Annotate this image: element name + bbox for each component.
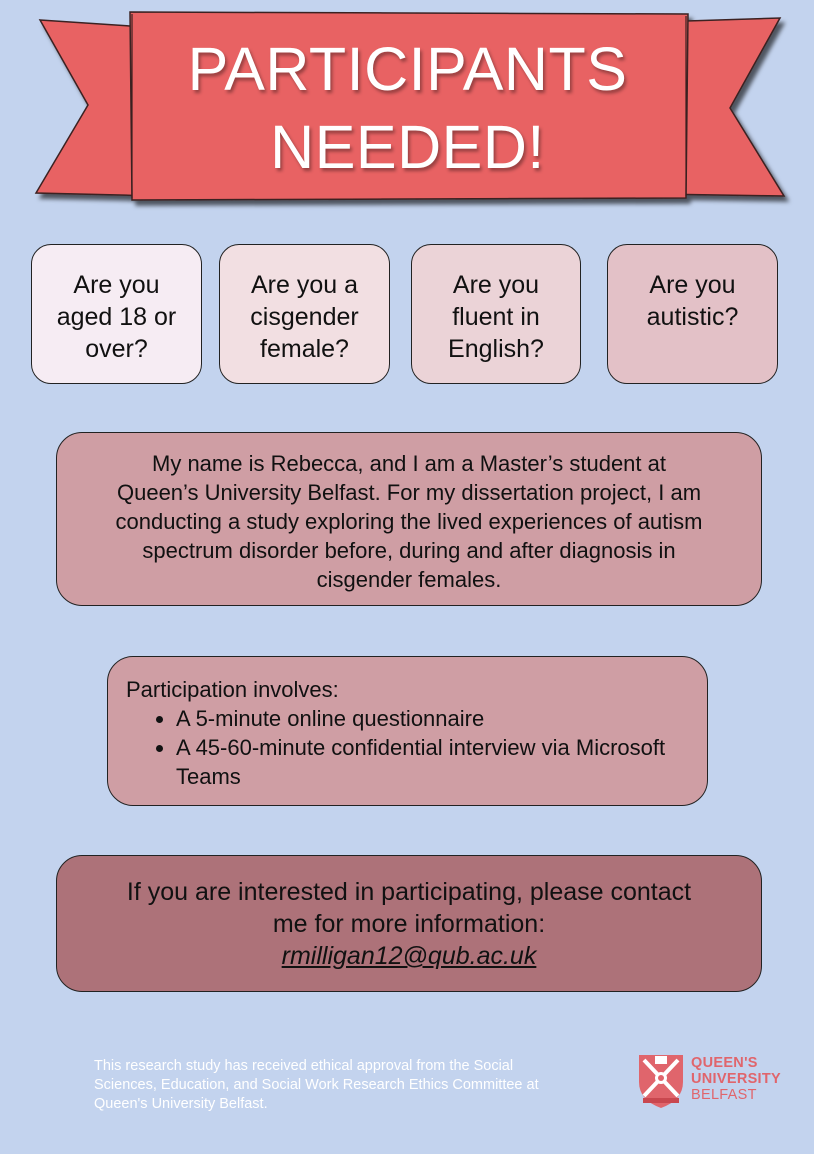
question-line: aged 18 or [56,303,177,331]
list-item: • A 5-minute online questionnaire [176,704,691,733]
title-banner [0,0,814,215]
intro-line: Queen’s University Belfast. For my dissertation project, I am [116,480,702,505]
list-item: • A 45-60-minute confidential interview via Microsoft Teams [176,733,691,791]
logo-line: QUEEN'S [691,1055,758,1071]
intro-line: spectrum disorder before, during and after diagnosis in [142,538,676,563]
question-line: Are you [649,271,736,299]
question-line: female? [260,335,349,363]
title-line-2: NEEDED! [270,113,545,181]
question-line: English? [448,335,544,363]
ethics-line: This research study has received ethical approval from the Social [94,1058,514,1074]
question-line: autistic? [646,303,739,331]
logo-text [691,1055,781,1103]
question-box-gender [219,244,390,384]
contact-panel [56,855,762,992]
university-crest-icon [636,1052,686,1110]
email-link[interactable]: rmilligan12@qub.ac.uk [281,942,537,970]
question-box-english [411,244,581,384]
ethics-line: Sciences, Education, and Social Work Research Ethics Committee at [94,1077,539,1093]
logo-line: UNIVERSITY [691,1071,782,1087]
question-line: fluent in [452,303,540,331]
title-line-1: PARTICIPANTS [187,35,628,103]
ethics-line: Queen's University Belfast. [94,1096,268,1112]
intro-line: conducting a study exploring the lived experiences of autism [115,509,703,534]
involvement-heading: Participation involves: [126,677,339,702]
intro-line: cisgender females. [316,567,502,592]
university-logo [636,1052,796,1114]
intro-panel [56,432,762,606]
question-line: Are you [73,271,160,299]
involvement-panel [107,656,708,806]
question-box-autistic [607,244,778,384]
involvement-list [126,704,691,791]
question-box-age [31,244,202,384]
question-line: over? [85,335,148,363]
logo-line: BELFAST [691,1087,757,1103]
contact-line-2: me for more information: [272,910,546,938]
question-line: cisgender [250,303,359,331]
question-line: Are you [452,271,540,299]
question-line: Are you a [250,271,358,299]
ethics-statement [94,1057,634,1114]
intro-line: My name is Rebecca, and I am a Master’s student at [152,451,666,476]
contact-line-1: If you are interested in participating, please contact [126,878,692,906]
page-title [130,30,685,186]
